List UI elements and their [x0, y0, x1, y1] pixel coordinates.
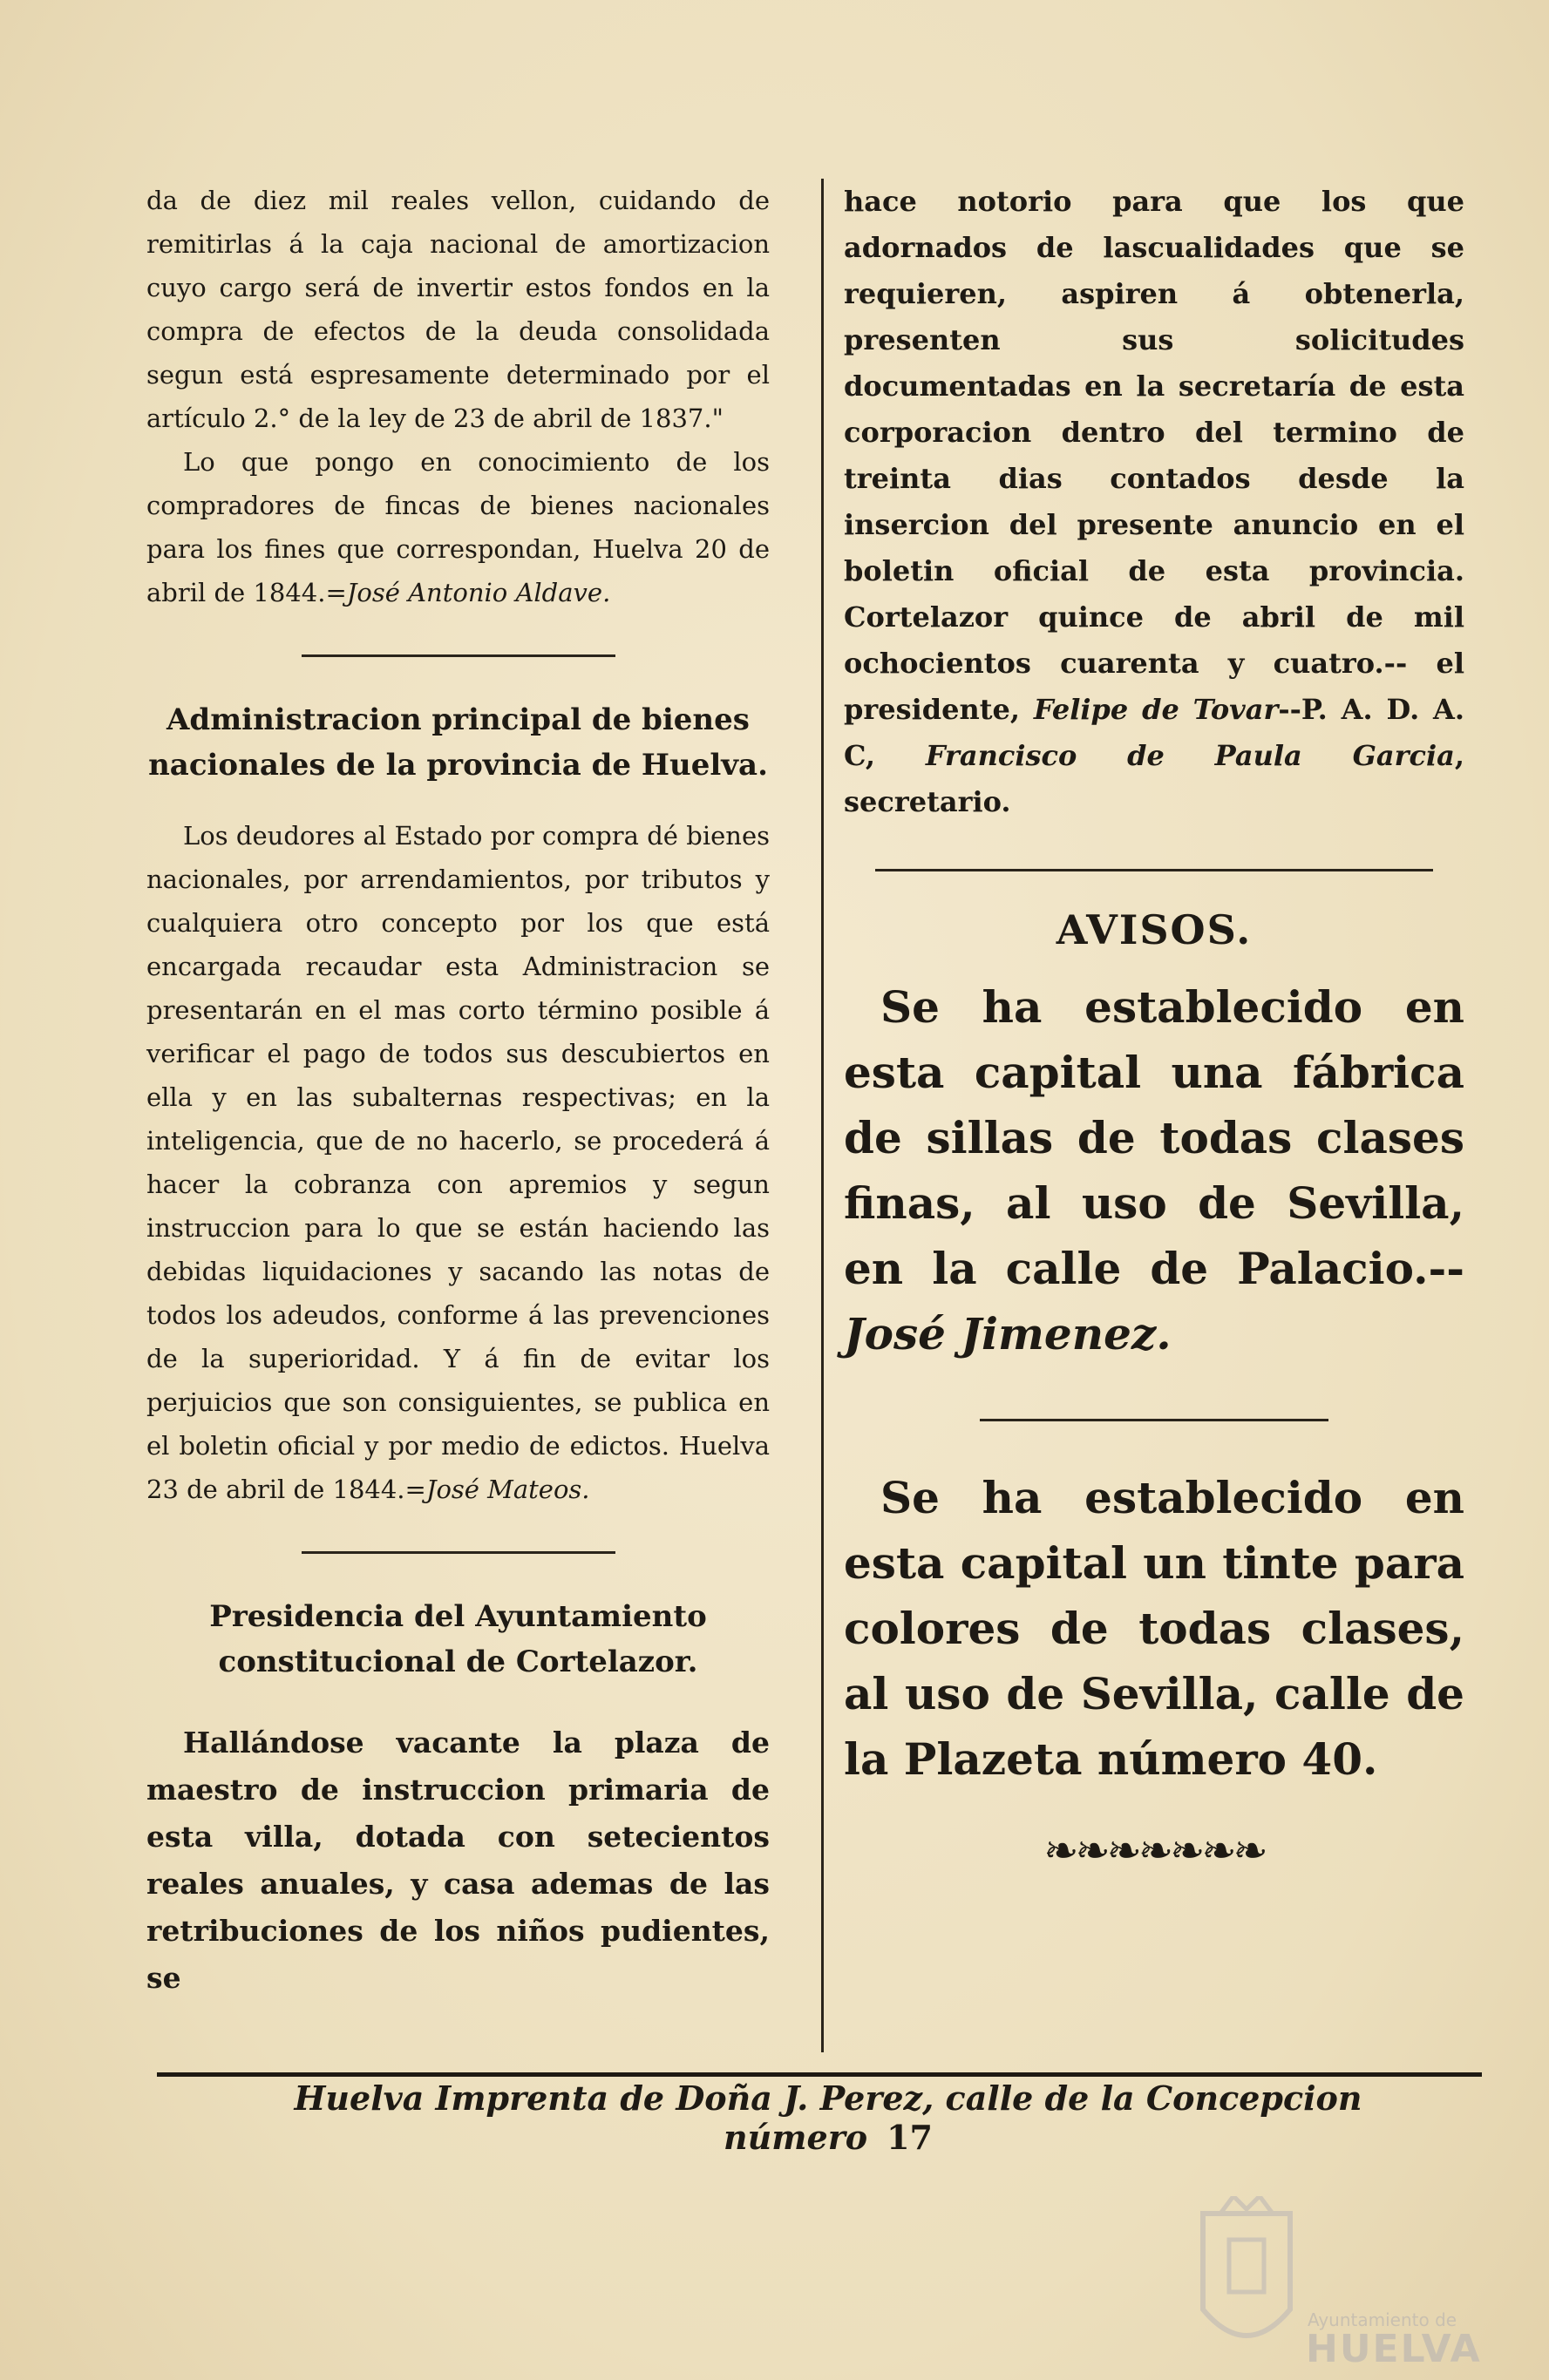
left-paragraph-3-text: Los deudores al Estado por compra dé bienes nacionales, por arrendamientos, por tributos y cualquiera otro concepto por los que está encargada recaudar esta Administracion se presentarán en el mas corto término posible á verificar el pago de todos sus descubiertos en ella y en las subalternas respectivas; en la inteligencia, que de no hacerlo, se procederá á hacer la cobranza con apremios y segun instruccion para lo que se están haciendo las debidas liquidaciones y sacando las notas de todos los adeudos, conforme á las prevenciones de la superioridad. Y á fin de evitar los perjuicios que son consiguientes, se publica en el boletin oficial y por medio de edictos. Huelva 23 de abril de 1844.= [146, 821, 770, 1504]
left-paragraph-3 [146, 814, 770, 1511]
ornament-fleuron: ❧❧❧❧❧❧❧ [1043, 1827, 1265, 1875]
separator-rule [302, 1551, 615, 1554]
left-paragraph-2-signature: José Antonio Aldave. [346, 578, 611, 607]
left-paragraph-2 [146, 440, 770, 614]
aviso-1 [844, 974, 1464, 1366]
left-column [146, 179, 770, 2002]
right-paragraph-1-text: hace notorio para que los que adornados de lascualidades que se requieren, aspiren á obtenerla, presenten sus solicitudes documentadas en la secretaría de esta corporacion dentro del termino de treinta dias contados desde la insercion del presente anuncio en el boletin oficial de esta provincia. Cortelazor quince de abril de mil ochocientos cuarenta y cuatro.-- el presidente, [844, 185, 1464, 726]
separator-rule [302, 654, 615, 657]
left-paragraph-4: Hallándose vacante la plaza de maestro de instruccion primaria de esta villa, dotada con setecientos reales anuales, y casa ademas de las retribuciones de los niños pudientes, se [146, 1726, 770, 1995]
imprint-text: Huelva Imprenta de Doña J. Perez, calle de la Concepcion número [294, 2078, 1362, 2157]
signature-secretario: Francisco de Paula Garcia [925, 739, 1455, 772]
section-heading-administracion: Administracion principal de bienes nacionales de la provincia de Huelva. [148, 702, 768, 783]
watermark-title: HUELVA [1306, 2327, 1482, 2371]
watermark-logo [1194, 2196, 1482, 2370]
footer-imprint [218, 2078, 1438, 2157]
separator-rule [875, 869, 1433, 871]
watermark-subtitle: Ayuntamiento de [1308, 2309, 1457, 2330]
separator-rule [980, 1419, 1328, 1421]
right-paragraph-1-end: , secretario. [844, 739, 1464, 818]
right-paragraph-1 [844, 179, 1464, 825]
signature-presidente: Felipe de Tovar [1033, 693, 1279, 726]
page-number: 17 [887, 2118, 933, 2157]
section-heading-presidencia: Presidencia del Ayuntamiento constitucional de Cortelazor. [209, 1599, 707, 1679]
aviso-2: Se ha establecido en esta capital un tinte para colores de todas clases, al uso de Sevilla, calle de la Plazeta número 40. [844, 1472, 1464, 1785]
aviso-1-signature: José Jimenez. [844, 1308, 1172, 1360]
aviso-1-text: Se ha establecido en esta capital una fábrica de sillas de todas clases finas, al uso de Sevilla, en la calle de Palacio.-- [844, 981, 1464, 1294]
footer-rule [157, 2072, 1482, 2077]
left-paragraph-3-signature: José Mateos. [425, 1475, 590, 1504]
right-paragraph-1-mid: --P. A. D. A. C, [844, 693, 1465, 772]
avisos-heading: AVISOS. [1056, 906, 1253, 953]
shield-icon [1194, 2196, 1299, 2362]
left-paragraph-1: da de diez mil reales vellon, cuidando de remitirlas á la caja nacional de amortizacion cuyo cargo será de invertir estos fondos en la compra de efectos de la deuda consolidada segun está espresamente determinado por el artículo 2.° de la ley de 23 de abril de 1837." [146, 186, 770, 433]
right-column [844, 179, 1464, 1875]
left-paragraph-2-text: Lo que pongo en conocimiento de los compradores de fincas de bienes nacionales para los fines que correspondan, Huelva 20 de abril de 1844.= [146, 447, 770, 607]
column-divider [821, 179, 824, 2052]
